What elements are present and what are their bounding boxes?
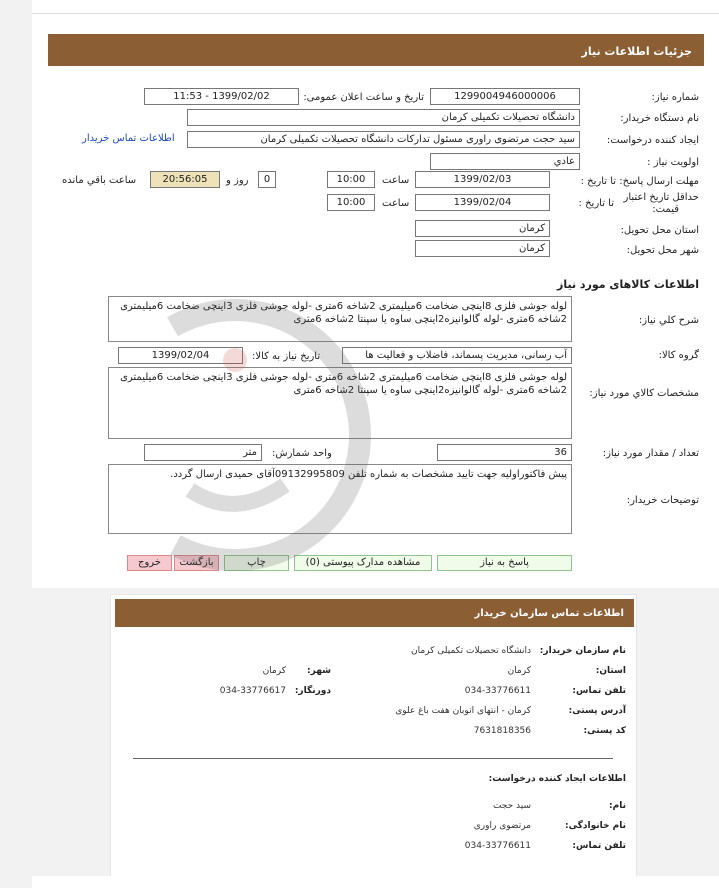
postal-label: کد پستی: xyxy=(583,726,626,736)
deadline-date-field: 1399/02/03 xyxy=(415,171,550,188)
divider xyxy=(133,758,613,759)
back-button[interactable]: بازگشت xyxy=(174,555,219,571)
days-field: 0 xyxy=(258,171,276,188)
address-value: کرمان - انتهای اتوبان هفت باغ علوی xyxy=(395,706,531,716)
bottom-strip xyxy=(32,876,719,888)
announce-field: 1399/02/02 - 11:53 xyxy=(144,88,299,105)
need-details-panel xyxy=(32,14,719,588)
contact-title: اطلاعات تماس سازمان خریدار xyxy=(115,599,634,627)
deadline-label: مهلت ارسال پاسخ: تا تاریخ : xyxy=(580,176,699,187)
city-value: کرمان xyxy=(262,666,286,676)
unit-field: متر xyxy=(144,444,262,461)
announce-label: تاریخ و ساعت اعلان عمومی: xyxy=(303,92,424,103)
province-value: کرمان xyxy=(507,666,531,676)
goods-section-title: اطلاعات کالاهای مورد نیاز xyxy=(557,278,699,291)
top-bar xyxy=(32,0,719,14)
summary-field: لوله جوشی فلزی 8اینچی ضخامت 6میلیمتری 2شاخه 6متری -لوله جوشی فلزی 3اینچی ضخامت 6میلیمتری 2شاخه 6متری -لوله گالوانیزه2اینچی ساوه یا سپنتا 2شاخه 6متری xyxy=(108,296,572,342)
buyer-notes-label: توضیحات خریدار: xyxy=(626,495,699,506)
validity-date-field: 1399/02/04 xyxy=(415,194,550,211)
org-value: دانشگاه تحصیلات تکمیلی کرمان xyxy=(410,646,531,656)
creator-label: ایجاد کننده درخواست: xyxy=(606,135,699,146)
remaining-label: ساعت باقي مانده xyxy=(62,175,137,186)
creator-info-title: اطلاعات ایجاد کننده درخواست: xyxy=(488,774,626,784)
family-value: مرتضوی راوری xyxy=(473,821,531,831)
specs-label: مشخصات کالاي مورد نیاز: xyxy=(589,388,699,399)
postal-value: 7631818356 xyxy=(473,726,531,736)
org-label: نام سازمان خریدار: xyxy=(539,646,626,656)
buyer-contact-link[interactable]: اطلاعات تماس خریدار xyxy=(82,133,175,144)
validity-to-label: تا تاریخ : xyxy=(578,198,614,209)
need-number-field: 1299004946000006 xyxy=(430,88,580,105)
buyer-org-field: دانشگاه تحصیلات تکمیلی کرمان xyxy=(187,109,580,126)
address-label: آدرس پستی: xyxy=(568,706,626,716)
validity-time-field: 10:00 xyxy=(327,194,375,211)
province-label: استان محل تحویل: xyxy=(620,225,699,236)
print-button[interactable]: چاپ xyxy=(224,555,289,571)
reply-button[interactable]: پاسخ به نیاز xyxy=(437,555,572,571)
fax-label: دورنگار: xyxy=(294,686,331,696)
qty-field: 36 xyxy=(437,444,572,461)
priority-label: اولویت نیاز : xyxy=(647,157,699,168)
need-date-field: 1399/02/04 xyxy=(118,347,243,364)
creator-field: سید حجت مرتضوی راوری مسئول تدارکات دانشگاه تحصیلات تکمیلی کرمان xyxy=(187,131,580,148)
city-label: شهر محل تحویل: xyxy=(626,245,699,256)
buyer-org-label: نام دستگاه خریدار: xyxy=(620,113,699,124)
validity-label: حداقل تاریخ اعتبار xyxy=(623,192,699,203)
priority-field: عادي xyxy=(430,153,580,170)
phone-value: 034-33776611 xyxy=(464,686,531,696)
unit-label: واحد شمارش: xyxy=(272,448,332,459)
remaining-time-field: 20:56:05 xyxy=(150,171,220,188)
specs-field: لوله جوشی فلزی 8اینچی ضخامت 6میلیمتری 2شاخه 6متری -لوله جوشی فلزی 3اینچی ضخامت 6میلیمتری 2شاخه 6متری -لوله گالوانیزه2اینچی ساوه یا سپنتا 2شاخه 6متری xyxy=(108,367,572,439)
family-label: نام خانوادگی: xyxy=(564,821,626,831)
exit-button[interactable]: خروج xyxy=(127,555,172,571)
group-label: گروه کالا: xyxy=(658,350,699,361)
city-label: شهر: xyxy=(307,666,331,676)
page-title: جزئیات اطلاعات نیاز xyxy=(48,34,704,66)
province-field: کرمان xyxy=(415,220,550,237)
deadline-time-label: ساعت xyxy=(382,175,410,186)
attachments-button[interactable]: مشاهده مدارک پیوستی (0) xyxy=(294,555,432,571)
group-field: آب رسانی، مدیریت پسماند، فاضلاب و فعالیت ها xyxy=(342,347,572,364)
name-value: سید حجت xyxy=(492,801,531,811)
qty-label: تعداد / مقدار مورد نیاز: xyxy=(602,448,699,459)
validity-time-label: ساعت xyxy=(382,198,410,209)
buyer-notes-field: پیش فاکتوراولیه جهت تایید مشخصات به شماره تلفن 09132995809آقای حمیدی ارسال گردد. xyxy=(108,464,572,534)
contact-panel xyxy=(110,594,637,888)
need-number-label: شماره نیاز: xyxy=(651,92,699,103)
fax-value: 034-33776617 xyxy=(219,686,286,696)
validity-label-2: قیمت: xyxy=(652,204,679,215)
creator-phone-value: 034-33776611 xyxy=(464,841,531,851)
city-field: کرمان xyxy=(415,240,550,257)
name-label: نام: xyxy=(609,801,626,811)
creator-phone-label: تلفن تماس: xyxy=(572,841,626,851)
summary-label: شرح کلي نیاز: xyxy=(638,315,699,326)
days-label: روز و xyxy=(226,175,249,186)
need-date-label: تاریخ نیاز به کالا: xyxy=(252,351,321,362)
province-label: استان: xyxy=(595,666,626,676)
phone-label: تلفن تماس: xyxy=(572,686,626,696)
deadline-time-field: 10:00 xyxy=(327,171,375,188)
